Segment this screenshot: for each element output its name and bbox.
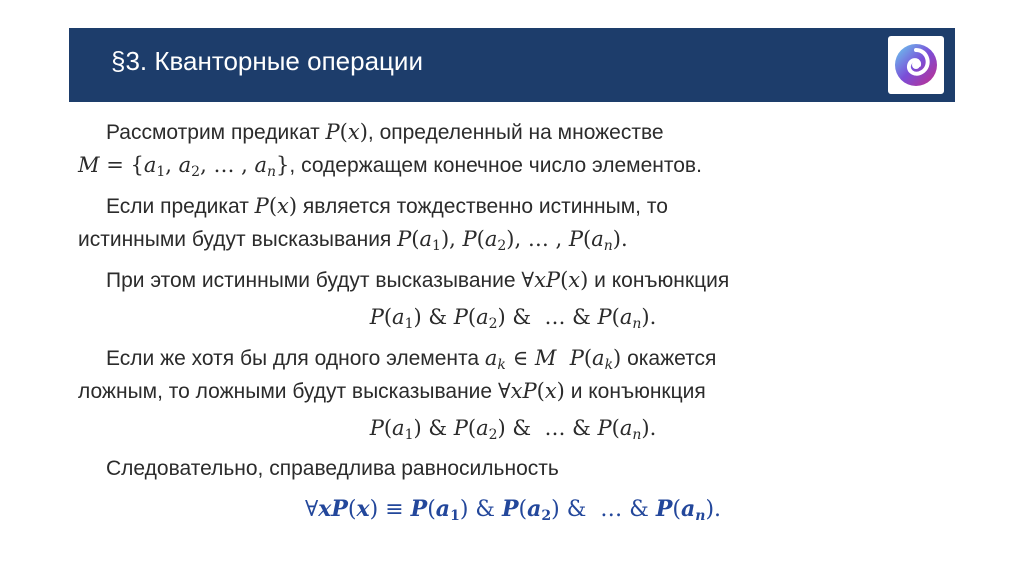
formula: M xyxy=(534,346,557,370)
formula: ( xyxy=(518,497,528,522)
formula-set-m: M xyxy=(78,153,100,177)
formula: ( xyxy=(268,194,278,218)
formula: 2 xyxy=(488,316,498,332)
formula: ). xyxy=(705,497,722,522)
text: Рассмотрим предикат xyxy=(106,121,326,144)
formula: ( xyxy=(411,227,420,251)
title-bar xyxy=(69,28,955,102)
formula: ) xyxy=(613,346,622,370)
formula: ) & xyxy=(413,416,454,440)
formula: 1 xyxy=(156,164,166,180)
formula: P xyxy=(501,496,519,522)
formula: ( xyxy=(583,346,593,370)
formula: 2 xyxy=(497,238,507,254)
formula: ( xyxy=(347,497,357,522)
paragraph-1-line-2 xyxy=(78,149,948,182)
formula: 2 xyxy=(191,164,201,180)
formula: P xyxy=(569,346,584,370)
formula: P xyxy=(254,194,269,218)
formula: } xyxy=(276,153,290,177)
formula: n xyxy=(632,316,642,332)
formula: ( xyxy=(467,416,477,440)
formula: a xyxy=(419,227,433,251)
paragraph-5 xyxy=(78,453,948,485)
formula: a xyxy=(178,153,192,177)
formula: P xyxy=(453,305,468,329)
formula: , xyxy=(165,153,179,177)
formula: ), … , xyxy=(506,227,569,251)
formula: ) & … & xyxy=(551,497,656,522)
formula: a xyxy=(392,416,405,440)
formula: 1 xyxy=(404,316,414,332)
formula: 1 xyxy=(450,508,460,524)
text: Следовательно, справедлива равносильность xyxy=(106,457,559,480)
formula: x xyxy=(568,268,581,292)
formula: ∈ xyxy=(505,346,535,370)
paragraph-4-line-2 xyxy=(78,375,948,408)
formula: P xyxy=(369,416,384,440)
formula: k xyxy=(604,357,614,373)
formula: xP xyxy=(534,268,561,292)
formula: P xyxy=(597,305,612,329)
formula: a xyxy=(476,416,489,440)
formula: a xyxy=(527,496,542,522)
formula: n xyxy=(267,164,277,180)
paragraph-1 xyxy=(78,116,948,149)
formula: ). xyxy=(641,305,657,329)
formula: xP xyxy=(318,496,348,522)
formula: a xyxy=(392,305,405,329)
text: Если предикат xyxy=(106,195,255,218)
equivalence-formula xyxy=(78,493,948,526)
formula: a xyxy=(484,346,498,370)
formula: 1 xyxy=(432,238,441,254)
formula: n xyxy=(695,508,706,524)
formula: 2 xyxy=(488,427,498,443)
formula: a xyxy=(435,496,451,522)
formula: ( xyxy=(672,497,681,522)
text: окажется xyxy=(621,347,717,370)
formula: ∀ xyxy=(521,268,535,292)
formula: P xyxy=(453,416,468,440)
formula: a xyxy=(619,416,633,440)
formula: xP xyxy=(510,379,537,403)
text: , определенный на множестве xyxy=(367,121,664,144)
text: При этом истинными будут высказывание xyxy=(106,269,522,292)
paragraph-2 xyxy=(78,190,948,223)
formula: ) xyxy=(556,379,565,403)
formula: x xyxy=(347,120,360,144)
slide-content xyxy=(78,116,948,526)
text: и конъюнкция xyxy=(564,380,706,403)
text: Если же хотя бы для одного элемента xyxy=(106,347,485,370)
formula: ( xyxy=(383,416,393,440)
formula: ( xyxy=(427,497,436,522)
formula: ( xyxy=(583,227,592,251)
text: истинными будут высказывания xyxy=(78,228,398,251)
formula: a xyxy=(143,153,157,177)
formula: ( xyxy=(536,379,545,403)
formula: ( xyxy=(611,305,620,329)
formula: a xyxy=(591,227,604,251)
formula: ∀ xyxy=(304,497,319,522)
page-title: §3. Кванторные операции xyxy=(111,46,423,76)
formula: 2 xyxy=(541,508,552,524)
text: является тождественно истинным, то xyxy=(297,195,668,218)
formula: ). xyxy=(612,227,628,251)
formula: x xyxy=(544,379,557,403)
formula: ( xyxy=(560,268,569,292)
formula: P xyxy=(597,416,612,440)
swirl-logo-icon xyxy=(888,36,944,94)
formula: P xyxy=(397,227,412,251)
formula: ). xyxy=(641,416,657,440)
text: и конъюнкция xyxy=(588,269,730,292)
conjunction-formula-1 xyxy=(78,301,948,334)
formula: a xyxy=(680,496,696,522)
formula: ) xyxy=(288,194,298,218)
formula: P xyxy=(462,227,477,251)
formula: ) & … & xyxy=(497,416,598,440)
paragraph-2-line-2 xyxy=(78,223,948,256)
formula: ( xyxy=(476,227,485,251)
formula: a xyxy=(476,305,489,329)
formula: a xyxy=(254,153,268,177)
paragraph-4 xyxy=(78,342,948,375)
formula: = { xyxy=(99,153,144,177)
formula: a xyxy=(484,227,498,251)
formula: ( xyxy=(611,416,620,440)
formula: x xyxy=(356,496,370,522)
formula: P xyxy=(369,305,384,329)
paragraph-3 xyxy=(78,264,948,297)
formula: ∀ xyxy=(497,379,511,403)
formula: ( xyxy=(383,305,393,329)
formula: ( xyxy=(467,305,477,329)
text: ложным, то ложными будут высказывание xyxy=(78,380,498,403)
formula: 1 xyxy=(404,427,414,443)
formula: ), xyxy=(440,227,463,251)
formula xyxy=(556,346,569,370)
conjunction-formula-2 xyxy=(78,412,948,445)
formula: n xyxy=(632,427,642,443)
formula: ) xyxy=(580,268,589,292)
formula: ) ≡ xyxy=(369,497,411,522)
formula: P xyxy=(655,496,673,522)
formula: P xyxy=(325,120,340,144)
text: , содержащем конечное число элементов. xyxy=(289,154,702,177)
formula: ) & xyxy=(413,305,454,329)
formula: a xyxy=(592,346,605,370)
formula: , … , xyxy=(200,153,255,177)
formula: k xyxy=(497,357,506,373)
formula: P xyxy=(568,227,584,251)
formula: x xyxy=(277,194,289,218)
formula: P xyxy=(410,496,428,522)
formula: ) & xyxy=(459,497,502,522)
formula: ) & … & xyxy=(497,305,598,329)
formula: ( xyxy=(339,120,348,144)
formula: n xyxy=(603,238,613,254)
formula: a xyxy=(619,305,633,329)
formula: ) xyxy=(359,120,368,144)
